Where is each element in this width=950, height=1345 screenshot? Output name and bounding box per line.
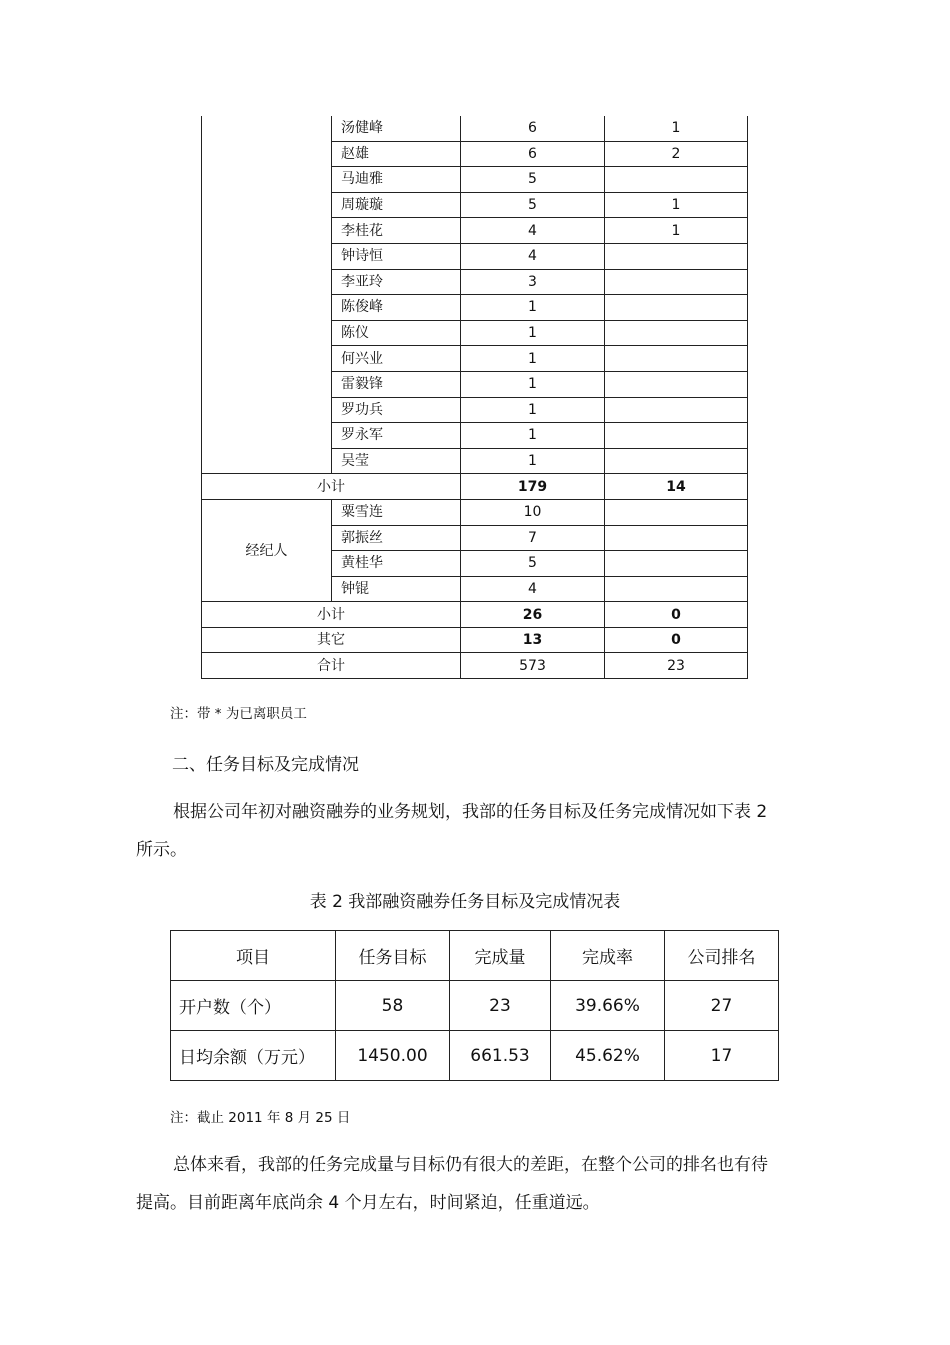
staff-name: 赵雄 [332,141,461,167]
staff-count: 1 [461,295,605,321]
staff-count: 6 [461,141,605,167]
staff-extra: 1 [605,218,748,244]
staff-extra [605,525,748,551]
subtotal-row-2-label: 小计 [202,602,461,628]
cell-value: 1450.00 [336,1031,450,1081]
staff-extra [605,295,748,321]
row-label: 日均余额（万元） [171,1031,336,1081]
staff-count: 6 [461,116,605,141]
cell-value: 39.66% [551,981,665,1031]
staff-name: 钟诗恒 [332,243,461,269]
staff-extra [605,371,748,397]
staff-extra [605,576,748,602]
group-cell [202,116,332,474]
subtotal-row-2-count: 26 [461,602,605,628]
staff-name: 罗永军 [332,423,461,449]
staff-extra [605,243,748,269]
cell-value: 17 [665,1031,779,1081]
staff-extra [605,397,748,423]
staff-extra [605,423,748,449]
staff-name: 何兴业 [332,346,461,372]
total-row-count: 573 [461,653,605,679]
other-row-extra: 0 [605,627,748,653]
other-row [202,627,748,653]
staff-count: 3 [461,269,605,295]
staff-count: 1 [461,346,605,372]
column-header: 项目 [171,931,336,981]
staff-name: 黄桂华 [332,551,461,577]
staff-extra [605,551,748,577]
column-header: 完成量 [450,931,551,981]
staff-name: 汤健峰 [332,116,461,141]
staff-name: 马迪雅 [332,167,461,193]
staff-table [201,116,748,679]
table-caption: 表 2 我部融资融券任务目标及完成情况表 [309,892,621,912]
staff-extra: 1 [605,192,748,218]
staff-count: 1 [461,397,605,423]
staff-count: 4 [461,218,605,244]
staff-count: 1 [461,371,605,397]
staff-extra: 2 [605,141,748,167]
staff-name: 钟锟 [332,576,461,602]
staff-count: 5 [461,551,605,577]
paragraph-summary: 总体来看，我部的任务完成量与目标仍有很大的差距，在整个公司的排名也有待提高。目前距离年底尚余 4 个月左右，时间紧迫，任重道远。 [136,1155,768,1213]
staff-name: 陈俊峰 [332,295,461,321]
staff-name: 粟雪连 [332,499,461,525]
row-label: 开户数（个） [171,981,336,1031]
staff-extra [605,346,748,372]
staff-count: 4 [461,576,605,602]
staff-count: 4 [461,243,605,269]
staff-extra [605,167,748,193]
subtotal-row-extra: 14 [605,474,748,500]
subtotal-row [202,474,748,500]
table-row [202,499,748,525]
staff-name: 陈仪 [332,320,461,346]
staff-name: 罗功兵 [332,397,461,423]
staff-extra [605,320,748,346]
staff-name: 李亚玲 [332,269,461,295]
column-header: 任务目标 [336,931,450,981]
column-header: 公司排名 [665,931,779,981]
staff-count: 1 [461,320,605,346]
staff-extra [605,499,748,525]
total-row-extra: 23 [605,653,748,679]
staff-count: 1 [461,448,605,474]
subtotal-row-count: 179 [461,474,605,500]
header-row [171,931,779,981]
staff-count: 7 [461,525,605,551]
staff-count: 1 [461,423,605,449]
table-row [171,1031,779,1081]
total-row [202,653,748,679]
other-row-label: 其它 [202,627,461,653]
staff-extra [605,448,748,474]
cell-value: 23 [450,981,551,1031]
staff-name: 吴莹 [332,448,461,474]
table-note: 注：带 * 为已离职员工 [170,706,307,722]
staff-extra: 1 [605,116,748,141]
staff-count: 5 [461,167,605,193]
staff-name: 雷毅锋 [332,371,461,397]
cell-value: 27 [665,981,779,1031]
staff-name: 李桂花 [332,218,461,244]
subtotal-row-2 [202,602,748,628]
date-note: 注：截止 2011 年 8 月 25 日 [170,1110,351,1126]
paragraph-intro: 根据公司年初对融资融券的业务规划，我部的任务目标及任务完成情况如下表 2 所示。 [136,802,768,860]
staff-name: 周璇璇 [332,192,461,218]
cell-value: 661.53 [450,1031,551,1081]
table-row [202,116,748,141]
staff-count: 5 [461,192,605,218]
subtotal-row-2-extra: 0 [605,602,748,628]
section-heading: 二、任务目标及完成情况 [172,755,359,775]
table-row [171,981,779,1031]
total-row-label: 合计 [202,653,461,679]
cell-value: 45.62% [551,1031,665,1081]
cell-value: 58 [336,981,450,1031]
column-header: 完成率 [551,931,665,981]
staff-count: 10 [461,499,605,525]
staff-name: 郭振丝 [332,525,461,551]
agent-group-label: 经纪人 [202,499,332,601]
staff-extra [605,269,748,295]
task-table [170,930,779,1081]
subtotal-row-label: 小计 [202,474,461,500]
other-row-count: 13 [461,627,605,653]
